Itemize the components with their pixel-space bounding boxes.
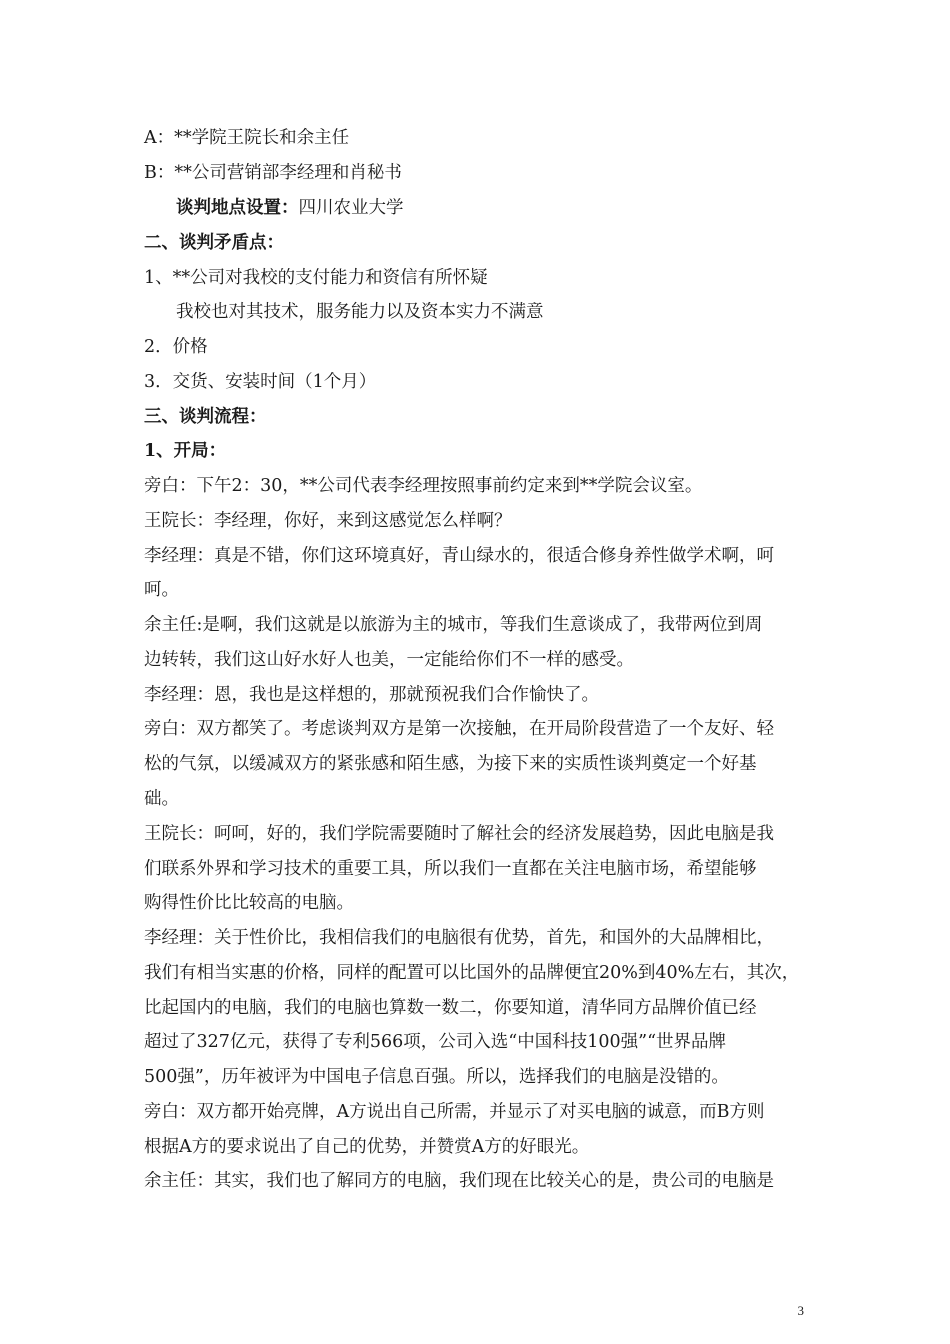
paragraph-line: 础。 — [144, 789, 179, 809]
paragraph-line: 旁白：双方都开始亮牌，A方说出自己所需，并显示了对买电脑的诚意，而B方则 — [144, 1102, 765, 1122]
subsection-heading-opening: 1、开局： — [144, 441, 227, 461]
paragraph-line: 松的气氛，以缓减双方的紧张感和陌生感，为接下来的实质性谈判奠定一个好基 — [144, 754, 757, 774]
paragraph-line: 边转转，我们这山好水好人也美，一定能给你们不一样的感受。 — [144, 650, 634, 670]
paragraph-line: 余主任:是啊，我们这就是以旅游为主的城市，等我们生意谈成了，我带两位到周 — [144, 615, 763, 635]
paragraph-line: 余主任：其实，我们也了解同方的电脑，我们现在比较关心的是，贵公司的电脑是 — [144, 1171, 774, 1191]
section-heading-process: 三、谈判流程： — [144, 407, 267, 427]
venue-label: 谈判地点设置： — [176, 198, 299, 218]
list-item: 1、**公司对我校的支付能力和资信有所怀疑 — [144, 268, 488, 288]
paragraph-line: 比起国内的电脑，我们的电脑也算数一数二，你要知道，清华同方品牌价值已经 — [144, 998, 757, 1018]
list-item-continuation: 我校也对其技术，服务能力以及资本实力不满意 — [176, 302, 544, 322]
paragraph-line: 我们有相当实惠的价格，同样的配置可以比国外的品牌便宜20%到40%左右，其次， — [144, 963, 800, 983]
list-item: 3．交货、安装时间（1个月） — [144, 372, 377, 392]
paragraph-line: 李经理：恩，我也是这样想的，那就预祝我们合作愉快了。 — [144, 685, 599, 705]
paragraph-line: 们联系外界和学习技术的重要工具，所以我们一直都在关注电脑市场，希望能够 — [144, 859, 757, 879]
paragraph-line: 购得性价比比较高的电脑。 — [144, 893, 354, 913]
venue-line — [176, 195, 856, 221]
paragraph-line: 旁白：下午2：30，**公司代表李经理按照事前约定来到**学院会议室。 — [144, 476, 703, 496]
paragraph-line: 根据A方的要求说出了自己的优势，并赞赏A方的好眼光。 — [144, 1137, 590, 1157]
paragraph-line: 李经理：关于性价比，我相信我们的电脑很有优势，首先，和国外的大品牌相比， — [144, 928, 774, 948]
section-heading-conflicts: 二、谈判矛盾点： — [144, 233, 284, 253]
participants-b: B：**公司营销部李经理和肖秘书 — [144, 163, 402, 183]
paragraph-line: 超过了327亿元，获得了专利566项，公司入选“中国科技100强”“世界品牌 — [144, 1032, 727, 1052]
paragraph-line: 王院长：李经理，你好，来到这感觉怎么样啊？ — [144, 511, 512, 531]
paragraph-line: 呵。 — [144, 580, 179, 600]
paragraph-line: 李经理：真是不错，你们这环境真好，青山绿水的，很适合修身养性做学术啊，呵 — [144, 546, 774, 566]
paragraph-line: 500强”，历年被评为中国电子信息百强。所以，选择我们的电脑是没错的。 — [144, 1067, 729, 1087]
participants-a: A：**学院王院长和余主任 — [144, 128, 350, 148]
paragraph-line: 旁白：双方都笑了。考虑谈判双方是第一次接触，在开局阶段营造了一个友好、轻 — [144, 719, 774, 739]
list-item: 2．价格 — [144, 337, 208, 357]
venue-value: 四川农业大学 — [298, 198, 404, 218]
page-number: 3 — [797, 1303, 804, 1318]
paragraph-line: 王院长：呵呵，好的，我们学院需要随时了解社会的经济发展趋势，因此电脑是我 — [144, 824, 774, 844]
